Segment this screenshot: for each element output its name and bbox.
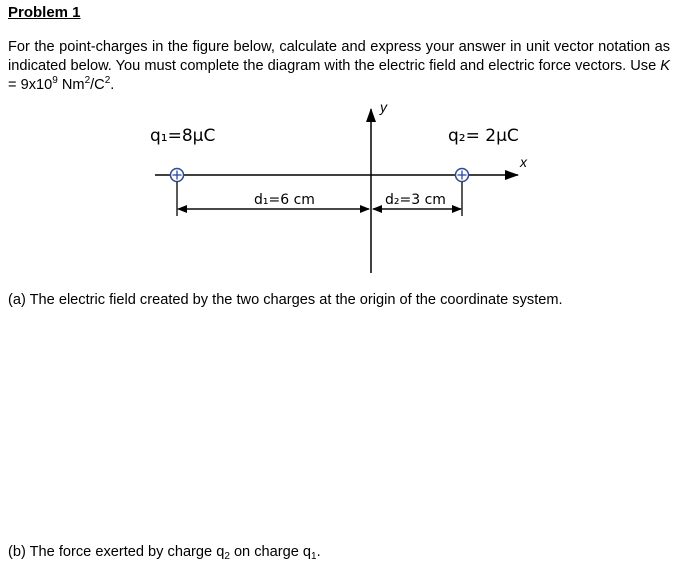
problem-title: Problem 1: [8, 4, 81, 21]
q2-charge: [456, 169, 469, 182]
question-b-mid: on charge q: [229, 544, 312, 560]
statement-text: For the point-charges in the figure below, calculate and express your answer in unit vector notation as indicated below. You must complete the diagram with the electric field and electric force vectors. Use: [8, 39, 670, 74]
k-exponent: 9: [52, 75, 58, 86]
question-b-end: .: [316, 544, 321, 560]
d2-label: d₂=3 cm: [385, 192, 446, 208]
k-symbol: K: [660, 58, 670, 74]
question-b-text: (b) The force exerted by charge q: [8, 544, 225, 560]
k-value: = 9x10: [8, 77, 53, 93]
charge-diagram: [0, 95, 675, 280]
q2-label: q₂= 2μC: [448, 126, 519, 146]
k-end: .: [110, 77, 115, 93]
axis-x-label: x: [520, 154, 527, 170]
question-b-sub-2: 2: [224, 551, 230, 562]
question-a: (a) The electric field created by the two charges at the origin of the coordinate system.: [8, 292, 563, 308]
question-b: [8, 544, 321, 560]
axis-y-label: y: [380, 99, 387, 115]
q1-label: q₁=8μC: [150, 126, 216, 146]
k-unit-exponent: 2: [84, 75, 91, 86]
q1-charge: [171, 169, 184, 182]
d1-label: d₁=6 cm: [254, 192, 315, 208]
k-denominator: /C: [90, 77, 105, 93]
k-unit: Nm: [57, 77, 85, 93]
k-denominator-exponent: 2: [104, 75, 111, 86]
problem-statement: [8, 38, 670, 95]
question-b-sub-1: 1: [311, 551, 317, 562]
